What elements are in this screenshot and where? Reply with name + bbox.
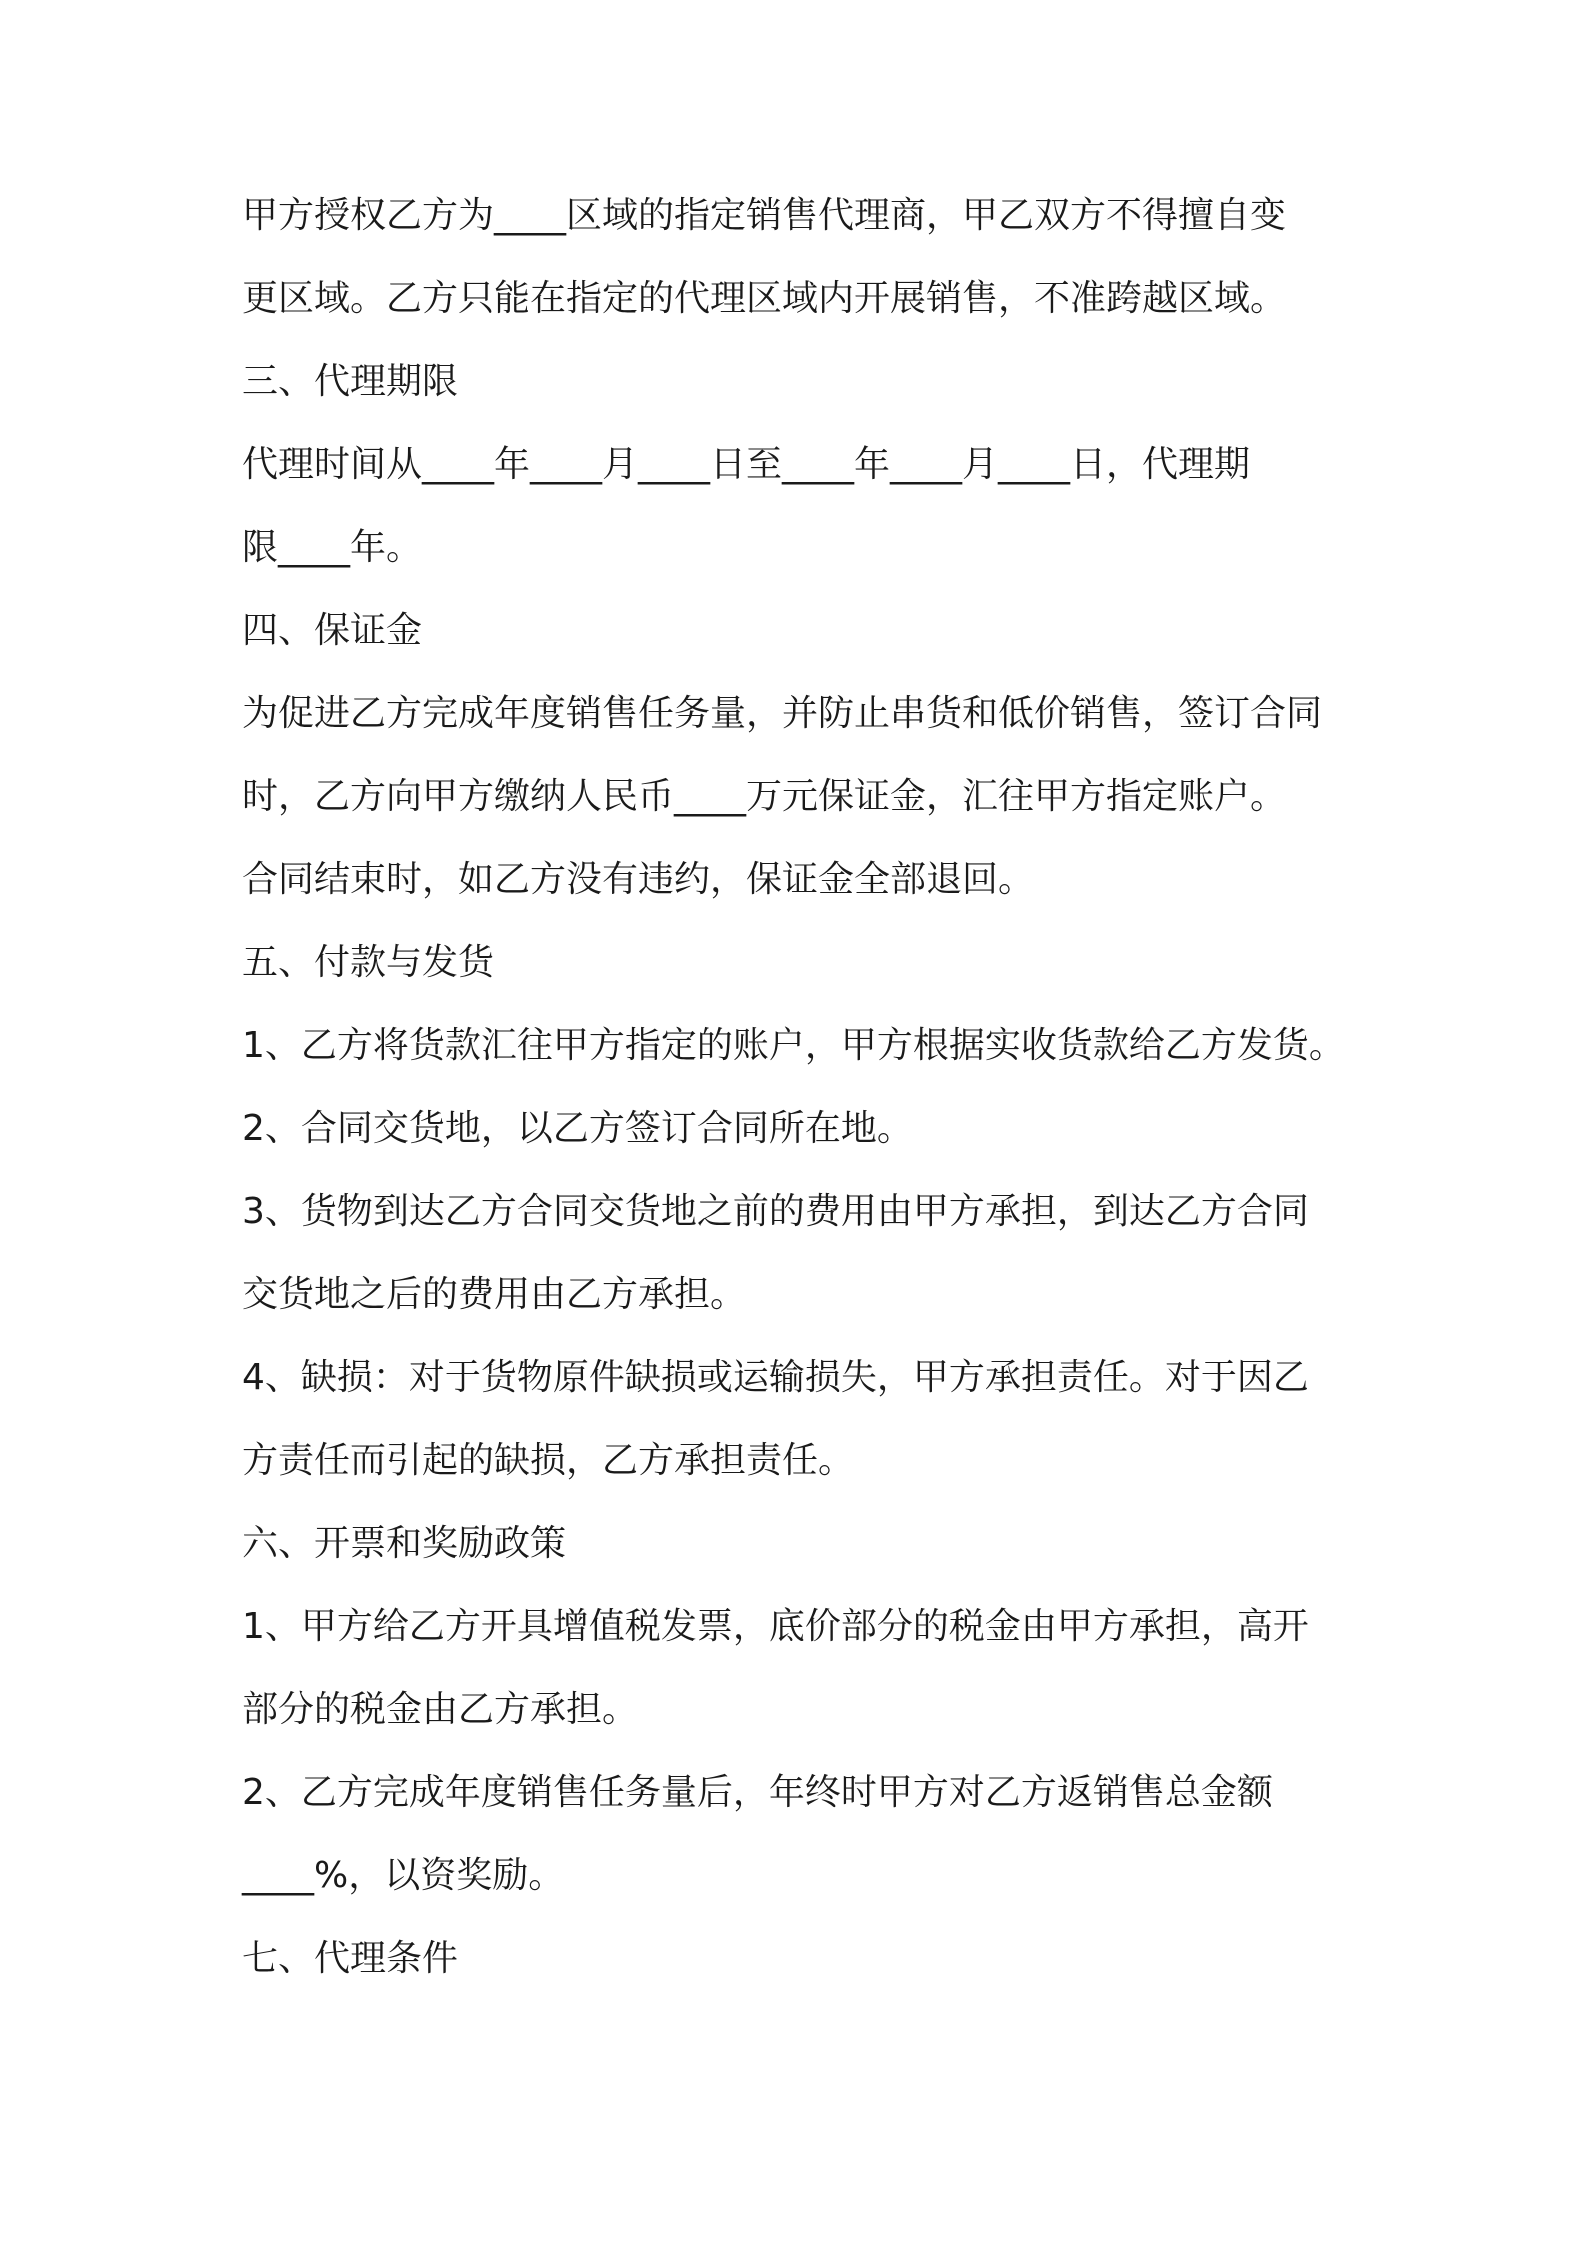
paragraph-line: 更区域。乙方只能在指定的代理区域内开展销售，不准跨越区域。: [242, 278, 1287, 319]
paragraph-line: 时，乙方向甲方缴纳人民币____万元保证金，汇往甲方指定账户。: [242, 776, 1287, 817]
clause-line: 1、乙方将货款汇往甲方指定的账户，甲方根据实收货款给乙方发货。: [242, 1025, 1345, 1066]
section-heading: 六、开票和奖励政策: [242, 1523, 567, 1564]
clause-line: 交货地之后的费用由乙方承担。: [242, 1274, 747, 1315]
clause-line: ____%，以资奖励。: [242, 1855, 565, 1896]
section-heading: 七、代理条件: [242, 1938, 459, 1979]
paragraph-line: 合同结束时，如乙方没有违约，保证金全部退回。: [242, 859, 1035, 900]
paragraph-line: 甲方授权乙方为____区域的指定销售代理商，甲乙双方不得擅自变: [242, 195, 1287, 236]
paragraph-line: 代理时间从____年____月____日至____年____月____日，代理期: [242, 444, 1251, 485]
clause-line: 3、货物到达乙方合同交货地之前的费用由甲方承担，到达乙方合同: [242, 1191, 1309, 1232]
clause-line: 2、乙方完成年度销售任务量后，年终时甲方对乙方返销售总金额: [242, 1772, 1273, 1813]
clause-line: 1、甲方给乙方开具增值税发票，底价部分的税金由甲方承担，高开: [242, 1606, 1309, 1647]
section-heading: 四、保证金: [242, 610, 423, 651]
paragraph-line: 限____年。: [242, 527, 423, 568]
clause-line: 部分的税金由乙方承担。: [242, 1689, 639, 1730]
clause-line: 2、合同交货地，以乙方签订合同所在地。: [242, 1108, 913, 1149]
clause-line: 4、缺损：对于货物原件缺损或运输损失，甲方承担责任。对于因乙: [242, 1357, 1309, 1398]
section-heading: 三、代理期限: [242, 361, 459, 402]
document-body: [242, 196, 1362, 2022]
section-heading: 五、付款与发货: [242, 942, 495, 983]
clause-line: 方责任而引起的缺损，乙方承担责任。: [242, 1440, 855, 1481]
paragraph-line: 为促进乙方完成年度销售任务量，并防止串货和低价销售，签订合同: [242, 693, 1323, 734]
